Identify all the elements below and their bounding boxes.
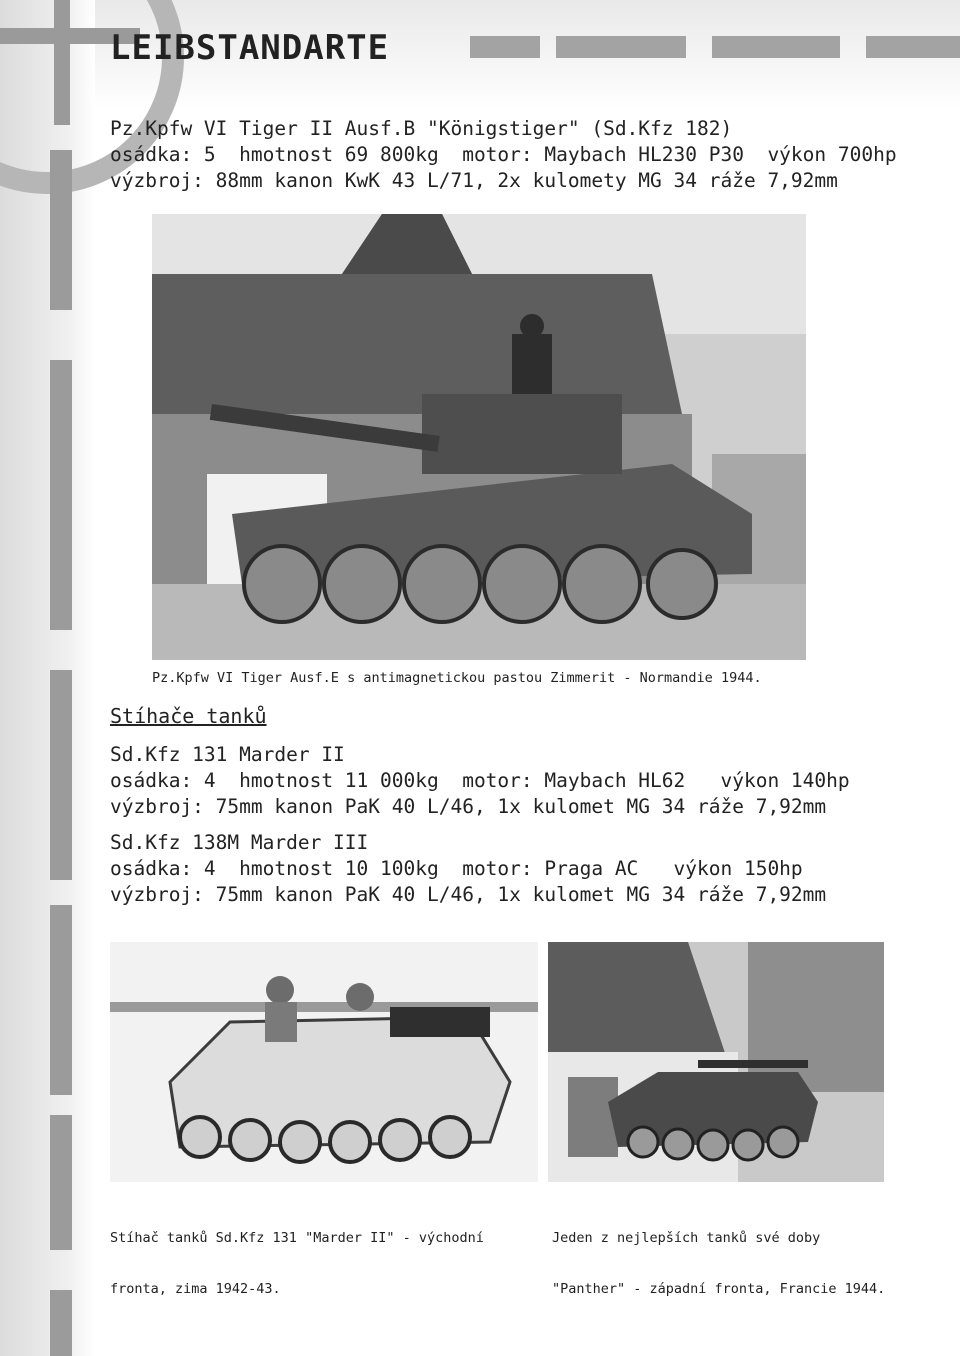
marder2-caption-line2: fronta, zima 1942-43. [110,1281,281,1297]
header-stripe [712,36,840,58]
side-stripe [50,670,72,880]
marder2-spec-name: Sd.Kfz 131 Marder II [110,743,345,766]
marder3-spec-name: Sd.Kfz 138M Marder III [110,831,369,854]
side-stripe [50,1115,72,1250]
marder2-spec-block [110,742,850,820]
tiger-spec-crew: osádka: 5 hmotnost 69 800kg motor: Maybach HL230 P30 výkon 700hp [110,143,897,166]
panther-caption-line1: Jeden z nejlepších tanků své doby [552,1230,821,1246]
tiger-spec-armament: výzbroj: 88mm kanon KwK 43 L/71, 2x kulomety MG 34 ráže 7,92mm [110,169,838,192]
marder2-spec-crew: osádka: 4 hmotnost 11 000kg motor: Maybach HL62 výkon 140hp [110,769,850,792]
section-heading: Stíhače tanků [110,704,267,728]
side-stripe [50,905,72,1095]
marder3-spec-armament: výzbroj: 75mm kanon PaK 40 L/46, 1x kulomet MG 34 ráže 7,92mm [110,883,827,906]
marder2-photo [110,942,538,1182]
panther-photo [548,942,884,1182]
side-stripe [50,1290,72,1356]
tiger-photo-caption: Pz.Kpfw VI Tiger Ausf.E s antimagnetickou pastou Zimmerit - Normandie 1944. [152,670,762,686]
header-stripe [556,36,686,58]
marder3-spec-crew: osádka: 4 hmotnost 10 100kg motor: Praga AC výkon 150hp [110,857,803,880]
tiger-spec-name: Pz.Kpfw VI Tiger II Ausf.B "Königstiger" (Sd.Kfz 182) [110,117,733,140]
tiger-photo [152,214,806,660]
cross-vertical-bar [54,0,70,125]
panther-caption-line2: "Panther" - západní fronta, Francie 1944. [552,1281,886,1297]
panther-photo-caption [552,1196,885,1315]
left-border-background [0,0,95,1356]
side-stripe [50,360,72,630]
tiger-spec-block [110,116,897,194]
marder2-spec-armament: výzbroj: 75mm kanon PaK 40 L/46, 1x kulomet MG 34 ráže 7,92mm [110,795,827,818]
side-stripe [50,150,72,310]
marder3-spec-block [110,830,826,908]
page-title: LEIBSTANDARTE [110,28,390,68]
marder2-caption-line1: Stíhač tanků Sd.Kfz 131 "Marder II" - východní [110,1230,484,1246]
header-stripe [470,36,540,58]
header-stripe [866,36,960,58]
marder2-photo-caption [110,1196,484,1315]
